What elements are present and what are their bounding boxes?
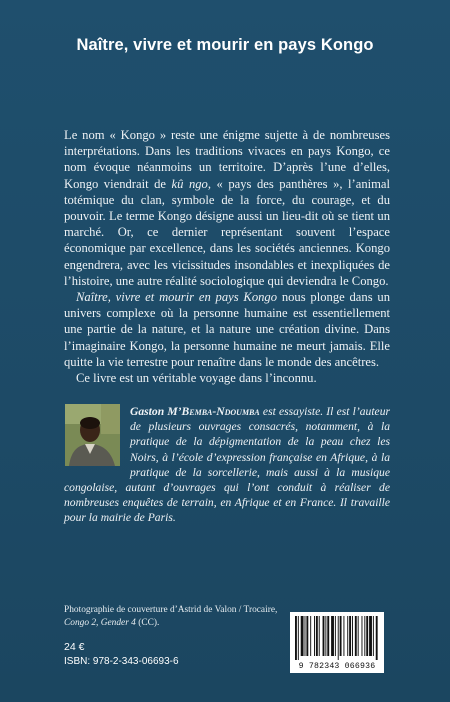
barcode-bar bbox=[352, 616, 353, 656]
author-last-name: N bbox=[216, 405, 225, 418]
barcode-bar bbox=[331, 616, 334, 656]
barcode-bar bbox=[347, 616, 348, 656]
barcode-number: 9 782343 066936 bbox=[298, 662, 376, 671]
barcode-bar bbox=[325, 616, 326, 656]
barcode-bar bbox=[369, 616, 372, 656]
summary-paragraph-2 bbox=[64, 289, 390, 370]
author-portrait-image bbox=[65, 404, 120, 466]
barcode bbox=[290, 612, 384, 673]
author-bio-text: est essayiste. Il est l’auteur de plusieurs ouvrages consacrés, notamment, à la pratique de la dépigmentation de la peau chez les Noirs, à l’école d’expression française en Afrique, à la pratique de la sorcellerie, mais aussi à la musique congolaise, autant d’ouvrages qui l’ont conduit à réaliser de nombreuses enquêtes de terrain, en Afrique et en France. Il travaille pour la mairie de Paris. bbox=[64, 405, 390, 525]
barcode-bar bbox=[306, 616, 308, 656]
author-first-name: Gaston bbox=[130, 405, 168, 418]
author-last-name: emba- bbox=[189, 405, 217, 418]
isbn: ISBN: 978-2-343-06693-6 bbox=[64, 656, 179, 667]
barcode-bar bbox=[298, 616, 299, 660]
summary-term: kû ngo bbox=[171, 176, 208, 191]
barcode-bar bbox=[376, 616, 378, 660]
barcode-bar bbox=[358, 616, 359, 656]
photo-credits bbox=[64, 604, 279, 630]
barcode-bar bbox=[343, 616, 344, 656]
barcode-bar bbox=[340, 616, 342, 656]
barcode-bar bbox=[349, 616, 351, 656]
author-last-name: doumba bbox=[224, 405, 260, 418]
barcode-bar bbox=[310, 616, 311, 656]
barcode-bar bbox=[301, 616, 304, 656]
barcode-bar bbox=[323, 616, 325, 656]
barcode-bar bbox=[364, 616, 365, 656]
barcode-bar bbox=[335, 616, 336, 656]
barcode-bar bbox=[366, 616, 368, 656]
barcode-bar bbox=[305, 616, 306, 656]
barcode-bar bbox=[319, 616, 320, 656]
summary-paragraph-1 bbox=[64, 127, 390, 289]
credits-text: (CC). bbox=[135, 618, 160, 628]
barcode-bars bbox=[290, 612, 384, 662]
barcode-bar bbox=[314, 616, 315, 656]
price: 24 € bbox=[64, 641, 85, 653]
book-title: Naître, vivre et mourir en pays Kongo bbox=[76, 36, 374, 54]
barcode-bar bbox=[295, 616, 297, 660]
author-name bbox=[130, 405, 260, 418]
credits-photo-title: Congo 2, Gender 4 bbox=[64, 618, 136, 628]
barcode-bar bbox=[362, 616, 363, 656]
barcode-bar bbox=[327, 616, 329, 656]
barcode-bar bbox=[373, 616, 374, 656]
barcode-bar bbox=[316, 616, 318, 656]
summary-text-part: Le nom « Kongo » reste une énigme sujette à de nombreuses interprétations. Dans les traditions vivaces en pays Kongo, ce nom évoque néanmoins un territoire. D’après l’une d’elles, Kongo viendrait de bbox=[64, 128, 390, 191]
author-photo bbox=[65, 404, 120, 466]
summary-text-part: nous plonge dans un univers complexe où la personne humaine est essentiellement une partie de la nature, et la nature une création divine. Dans l’imaginaire Kongo, la personne humaine ne meurt jamais. Elle quitte la vie terrestre pour renaître dans le monde des ancêtres. bbox=[64, 290, 390, 369]
credits-text: Photographie de couverture d’Astrid de Valon / Trocaire, bbox=[64, 605, 278, 615]
barcode-bar bbox=[338, 616, 339, 660]
barcode-bar bbox=[355, 616, 357, 656]
author-last-name: M’B bbox=[167, 405, 190, 418]
summary-paragraph-3: Ce livre est un véritable voyage dans l’inconnu. bbox=[76, 371, 317, 386]
summary-book-title: Naître, vivre et mourir en pays Kongo bbox=[76, 290, 278, 305]
summary-text bbox=[64, 127, 390, 386]
summary-text-part: , « pays des panthères », l’animal totémique du clan, symbole de la force, du courage, et du pouvoir. Le terme Kongo désigne aussi un lieu-dit où se tient un marché. Or, ce dernier représentant souvent l’espace économique par excellence, dans les sociétés anciennes. Kongo engendrera, avec les vicissitudes insondables et inexpliquées de l’histoire, une autre réalité sociologique qui deviendra le Congo. bbox=[64, 176, 391, 288]
